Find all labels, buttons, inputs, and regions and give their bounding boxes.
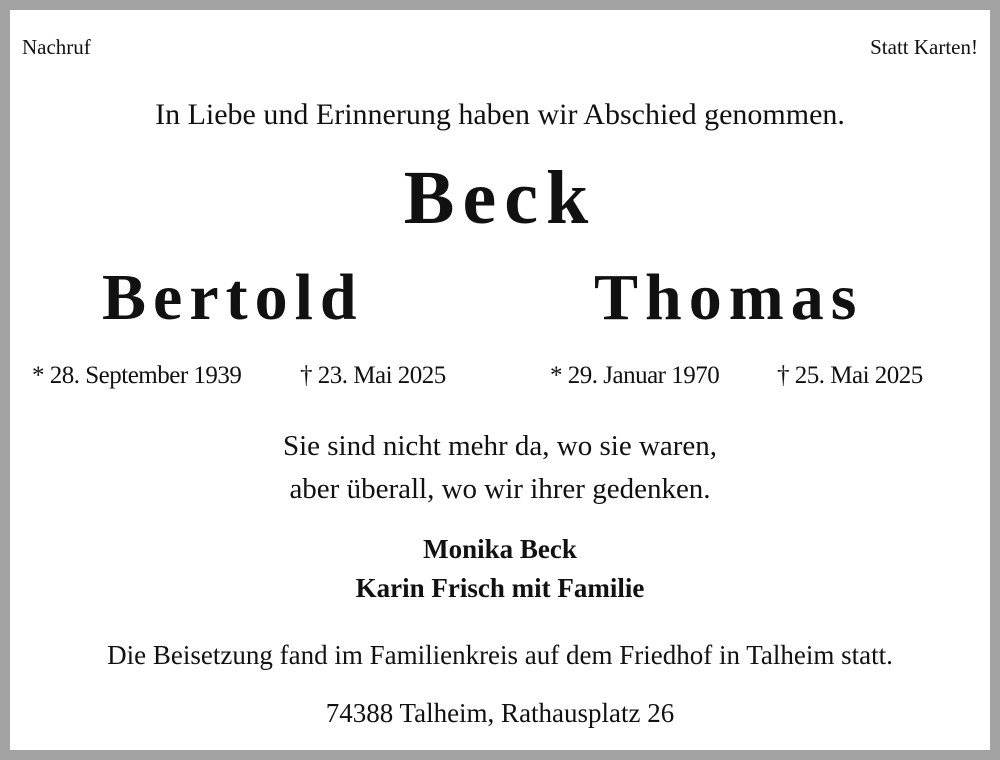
statt-karten-label: Statt Karten!: [870, 35, 978, 59]
intro-line: In Liebe und Erinnerung haben wir Abschied genommen.: [155, 98, 845, 131]
notice-type-label: Nachruf: [22, 35, 91, 59]
given-name-second: Thomas: [594, 261, 864, 334]
mourner-name: Monika Beck: [423, 534, 577, 564]
given-name-first: Bertold: [102, 261, 364, 334]
burial-note: Die Beisetzung fand im Familienkreis auf dem Friedhof in Talheim statt.: [107, 640, 893, 670]
verse-line: Sie sind nicht mehr da, wo sie waren,: [282, 430, 718, 462]
family-surname: Beck: [403, 156, 597, 240]
death-date-second: † 25. Mai 2025: [777, 362, 923, 389]
death-date-first: † 23. Mai 2025: [300, 362, 446, 389]
verse-line: aber überall, wo wir ihrer gedenken.: [289, 473, 711, 505]
birth-date-second: * 29. Januar 1970: [550, 362, 720, 389]
birth-date-first: * 28. September 1939: [32, 362, 242, 389]
address-line: 74388 Talheim, Rathausplatz 26: [325, 698, 675, 728]
mourner-name: Karin Frisch mit Familie: [355, 573, 645, 603]
